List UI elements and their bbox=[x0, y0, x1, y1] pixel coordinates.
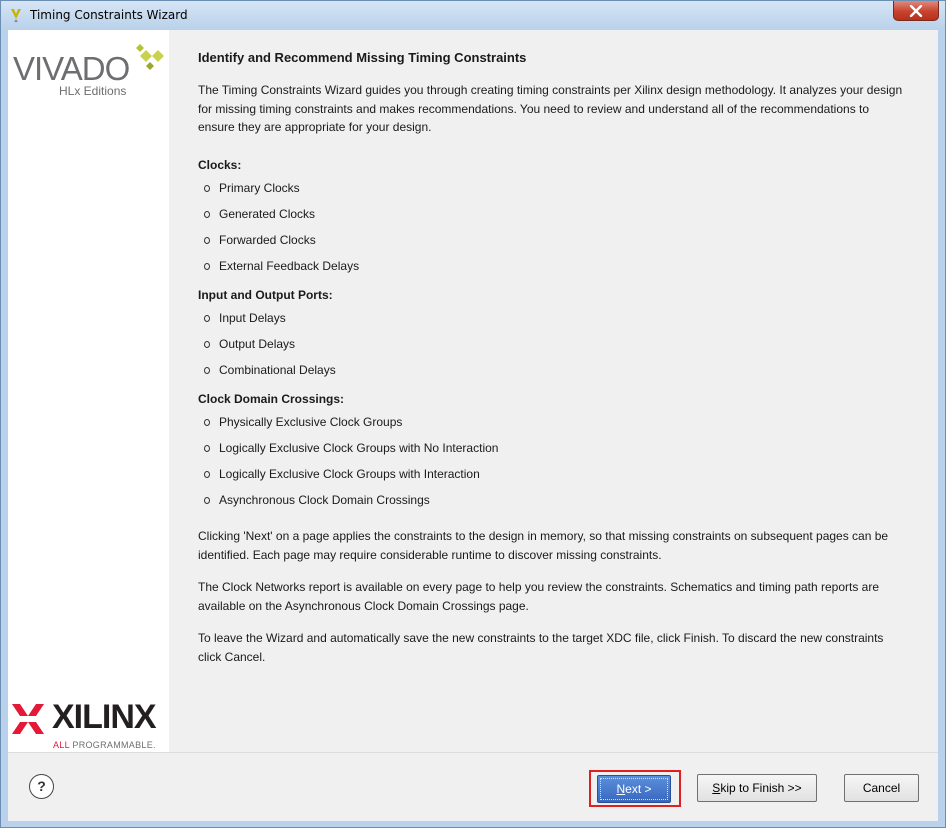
next-info-text: Clicking 'Next' on a page applies the constraints to the design in memory, so that missing constraints on subsequent pages can be identified. Each page may require considerable runtime to discover missing constraints. bbox=[198, 529, 889, 562]
vivado-logo bbox=[13, 44, 168, 104]
button-bar bbox=[8, 752, 938, 821]
close-button[interactable] bbox=[893, 1, 939, 21]
next-button-label: Next > bbox=[600, 778, 668, 800]
bullet-icon bbox=[204, 211, 210, 218]
bullet-icon bbox=[204, 237, 210, 244]
page-title: Identify and Recommend Missing Timing Constraints bbox=[198, 50, 527, 65]
xilinx-logo-text: XILINX bbox=[52, 698, 156, 736]
list-item: Logically Exclusive Clock Groups with Interaction bbox=[204, 467, 480, 481]
next-button[interactable] bbox=[597, 775, 671, 803]
bullet-icon bbox=[204, 315, 210, 322]
report-info-text: The Clock Networks report is available on every page to help you review the constraints. Schematics and timing path reports are available on the Asynchronous Clock Domain Crossings page. bbox=[198, 580, 879, 613]
bullet-icon bbox=[204, 419, 210, 426]
bullet-icon bbox=[204, 497, 210, 504]
finish-info-text: To leave the Wizard and automatically save the new constraints to the target XDC file, click Finish. To discard the new constraints click Cancel. bbox=[198, 631, 884, 664]
sidebar-branding bbox=[8, 30, 169, 752]
bullet-icon bbox=[204, 341, 210, 348]
cancel-button[interactable]: Cancel bbox=[844, 774, 919, 802]
list-item: External Feedback Delays bbox=[204, 259, 359, 273]
wizard-client-area bbox=[8, 30, 938, 821]
xilinx-logo bbox=[12, 700, 170, 752]
vivado-diamond-icon bbox=[130, 44, 164, 74]
close-icon bbox=[909, 5, 923, 17]
bullet-icon bbox=[204, 185, 210, 192]
list-item: Generated Clocks bbox=[204, 207, 315, 221]
list-item: Output Delays bbox=[204, 337, 295, 351]
list-item: Asynchronous Clock Domain Crossings bbox=[204, 493, 430, 507]
bullet-icon bbox=[204, 367, 210, 374]
xilinx-tagline: ALL PROGRAMMABLE. bbox=[53, 740, 156, 750]
vivado-logo-text: VIVADO bbox=[13, 50, 130, 87]
help-button[interactable]: ? bbox=[29, 774, 54, 799]
window-title: Timing Constraints Wizard bbox=[30, 8, 188, 22]
list-item: Input Delays bbox=[204, 311, 286, 325]
vivado-app-icon bbox=[8, 7, 24, 23]
xilinx-mark-icon bbox=[12, 702, 44, 736]
section-title-cdc: Clock Domain Crossings: bbox=[198, 392, 345, 406]
list-item: Primary Clocks bbox=[204, 181, 300, 195]
bullet-icon bbox=[204, 263, 210, 270]
list-item: Combinational Delays bbox=[204, 363, 336, 377]
wizard-content bbox=[169, 30, 938, 752]
list-item: Physically Exclusive Clock Groups bbox=[204, 415, 402, 429]
intro-text: The Timing Constraints Wizard guides you through creating timing constraints per Xilinx design methodology. It analyzes your design for missing timing constraints and makes recommendations. You need to review and understand all of the recommendations to ensure they are appropriate for your design. bbox=[198, 83, 903, 134]
section-title-ports: Input and Output Ports: bbox=[198, 288, 333, 302]
bullet-icon bbox=[204, 471, 210, 478]
title-bar[interactable] bbox=[1, 1, 945, 30]
list-item: Forwarded Clocks bbox=[204, 233, 316, 247]
bullet-icon bbox=[204, 445, 210, 452]
list-item: Logically Exclusive Clock Groups with No Interaction bbox=[204, 441, 498, 455]
skip-to-finish-button[interactable]: Skip to Finish >> bbox=[697, 774, 817, 802]
vivado-edition-text: HLx Editions bbox=[59, 84, 127, 98]
section-title-clocks: Clocks: bbox=[198, 158, 242, 172]
